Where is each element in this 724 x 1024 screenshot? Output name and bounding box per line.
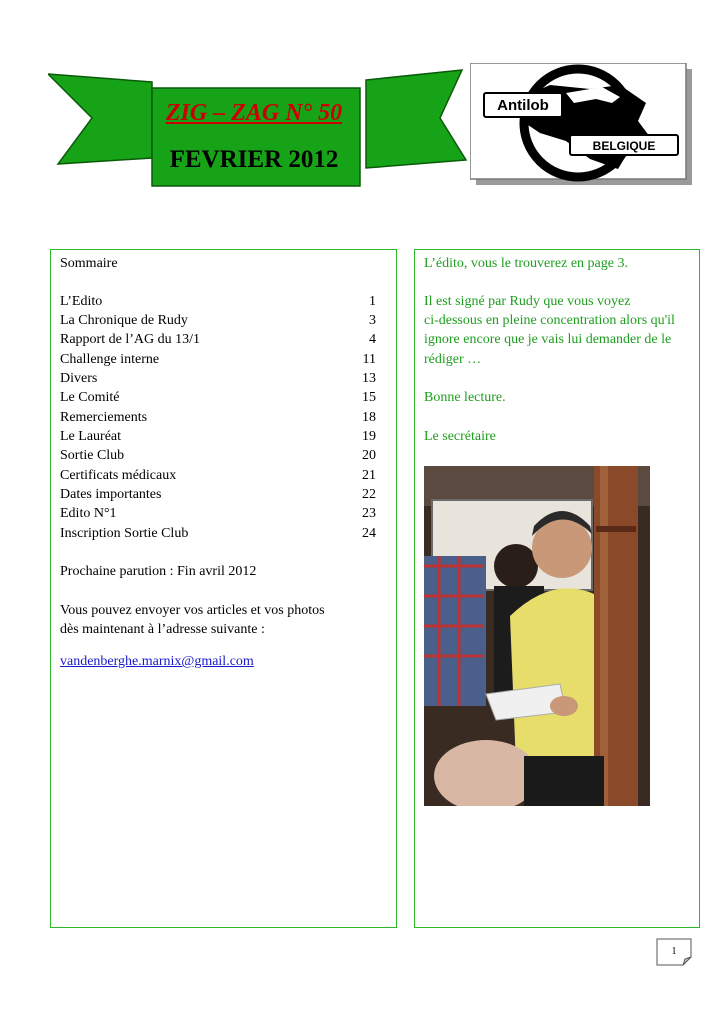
page-number-box [656, 938, 692, 966]
edito-note-line: Il est signé par Rudy que vous voyez [424, 294, 631, 309]
toc-label: Edito N°1 [60, 506, 117, 521]
toc-page: 21 [362, 468, 376, 483]
sommaire-box [50, 249, 397, 928]
toc-entry [60, 371, 376, 387]
send-address-text: dès maintenant à l’adresse suivante : [60, 622, 265, 637]
toc-page: 13 [362, 371, 376, 386]
toc-label: Sortie Club [60, 448, 125, 463]
toc-entry [60, 448, 376, 464]
toc-label: Divers [60, 371, 98, 386]
logo-text-top: Antilob [497, 97, 549, 114]
header-banner [48, 66, 468, 196]
toc-label: Dates importantes [60, 487, 162, 502]
toc-label: L’Edito [60, 294, 103, 309]
rudy-photo [424, 466, 650, 806]
toc-page: 1 [369, 294, 376, 309]
next-issue-text: Prochaine parution : Fin avril 2012 [60, 564, 257, 579]
toc-entry [60, 410, 376, 426]
edito-note-line: ignore encore que je vais lui demander de le [424, 332, 672, 347]
toc-label: Le Lauréat [60, 429, 122, 444]
logo-text-bottom: BELGIQUE [592, 139, 656, 153]
toc-page: 24 [362, 526, 376, 541]
email-link[interactable]: vandenberghe.marnix@gmail.com [60, 654, 254, 669]
edito-note-line: rédiger … [424, 352, 482, 367]
edito-note-line: L’édito, vous le trouverez en page 3. [424, 256, 628, 271]
toc-label: Certificats médicaux [60, 468, 177, 483]
issue-title: ZIG – ZAG N° 50 [165, 100, 343, 126]
issue-date: FEVRIER 2012 [169, 146, 339, 173]
toc-entry [60, 294, 376, 310]
toc-page: 20 [362, 448, 376, 463]
sommaire-heading: Sommaire [60, 256, 118, 271]
toc-label: La Chronique de Rudy [60, 313, 188, 328]
toc-page: 23 [362, 506, 376, 521]
toc-page: 3 [369, 313, 376, 328]
signature-text: Le secrétaire [424, 429, 496, 444]
toc-entry [60, 313, 376, 329]
toc-entry [60, 429, 376, 445]
toc-entry [60, 487, 376, 503]
toc-label: Challenge interne [60, 352, 160, 367]
antilob-logo-icon [470, 63, 694, 186]
edito-note-line: ci-dessous en pleine concentration alors qu'il [424, 313, 675, 328]
toc-label: Inscription Sortie Club [60, 526, 189, 541]
toc-page: 11 [362, 352, 376, 367]
toc-page: 18 [362, 410, 376, 425]
toc-entry [60, 332, 376, 348]
toc-entry [60, 390, 376, 406]
toc-label: Le Comité [60, 390, 120, 405]
page-number: 1 [671, 946, 677, 957]
toc-page: 22 [362, 487, 376, 502]
toc-page: 15 [362, 390, 376, 405]
toc-page: 19 [362, 429, 376, 444]
toc-label: Rapport de l’AG du 13/1 [60, 332, 200, 347]
edito-note-line: Bonne lecture. [424, 390, 506, 405]
toc-entry [60, 526, 376, 542]
send-articles-text: Vous pouvez envoyer vos articles et vos photos [60, 603, 325, 618]
toc-entry [60, 352, 376, 368]
toc-entry [60, 506, 376, 522]
toc-page: 4 [369, 332, 376, 347]
toc-entry [60, 468, 376, 484]
toc-label: Remerciements [60, 410, 148, 425]
